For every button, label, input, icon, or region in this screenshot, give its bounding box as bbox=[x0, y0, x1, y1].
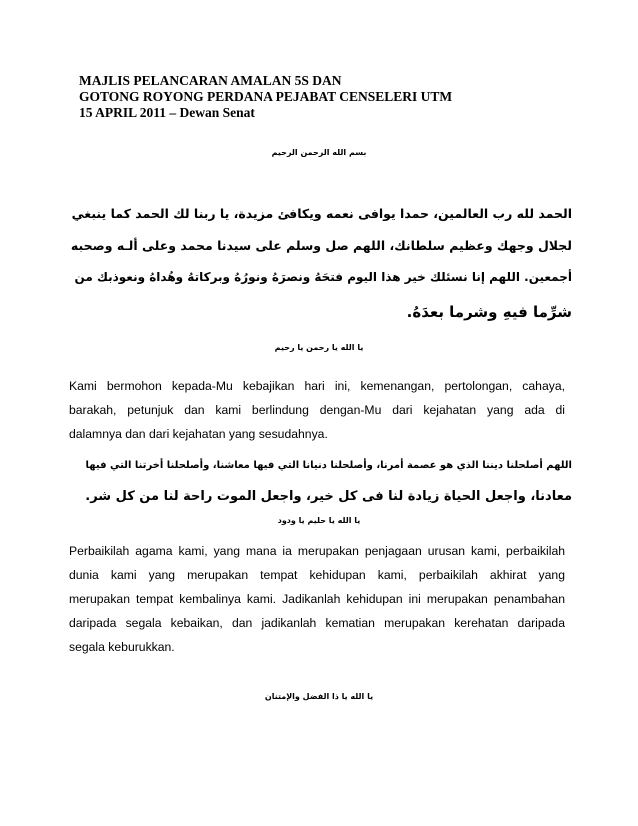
doa-1-line-2: لجلال وجهك وعظيم سلطانك، اللهم صل وسلم على سيدنا محمد وعلى ألـه وصحبه bbox=[70, 238, 572, 253]
invocation-1: يا الله يا رحمن يا رحيم bbox=[274, 343, 364, 352]
translation-2-line: segala keburukkan. bbox=[69, 640, 175, 654]
translation-2-line: merupakan tempat kembalinya kami. Jadikanlah kehidupan ini merupakan penambahan bbox=[69, 592, 565, 606]
header-date-venue: 15 APRIL 2011 – Dewan Senat bbox=[79, 105, 255, 120]
translation-1-line: Kami bermohon kepada-Mu kebajikan hari ini, kemenangan, pertolongan, cahaya, bbox=[69, 379, 565, 393]
doa-1-line-4: شرِّما فيهِ وشرما بعدَهُ. bbox=[406, 303, 572, 321]
invocation-2: يا الله يا حليم يا ودود bbox=[277, 516, 361, 525]
translation-1-paragraph bbox=[69, 374, 565, 446]
translation-2-line: dunia kami yang merupakan tempat kehidupan kami, perbaikilah akhirat yang bbox=[69, 568, 565, 582]
header-title-line-2: GOTONG ROYONG PERDANA PEJABAT CENSELERI UTM bbox=[79, 89, 453, 104]
header-title-line-1: MAJLIS PELANCARAN AMALAN 5S DAN bbox=[79, 73, 342, 88]
doa-2-line-1: اللهم أصلحلنا ديننا الذي هو عصمة أمرنا، وأصلحلنا دنيانا التي فيها معاشنا، وأصلحلنا أخرتنا التي فيها bbox=[85, 460, 572, 471]
translation-2-line: Perbaikilah agama kami, yang mana ia merupakan penjagaan urusan kami, perbaikilah bbox=[69, 544, 565, 558]
translation-1-line: barakah, petunjuk dan kami berlindung dengan-Mu dari kejahatan yang ada di bbox=[69, 403, 565, 417]
invocation-3: يا الله يا ذا الفضل والإمتنان bbox=[264, 692, 374, 701]
translation-2-paragraph bbox=[69, 539, 565, 659]
translation-2-line: daripada segala kebaikan, dan jadikanlah kematian merupakan kerehatan daripada bbox=[69, 616, 565, 630]
translation-1-line: dalamnya dan dari kejahatan yang sesudahnya. bbox=[69, 427, 328, 441]
doa-1-line-3: أجمعين. اللهم إنا نسئلك خير هذا اليوم فتحَهُ ونصرَهُ ونورُهُ وبركاتهُ وهُداهُ ونعوذبك من bbox=[74, 270, 572, 284]
document-header bbox=[79, 73, 452, 121]
basmala: بسم الله الرحمن الرحيم bbox=[271, 148, 367, 157]
doa-2-line-2: معادنا، واجعل الحياة زيادة لنا فى كل خير، واجعل الموت راحة لنا من كل شر. bbox=[85, 489, 572, 504]
doa-1-line-1: الحمد لله رب العالمين، حمدا يوافى نعمه ويكافئ مزيدة، يا ربنا لك الحمد كما ينبغي bbox=[71, 206, 572, 221]
